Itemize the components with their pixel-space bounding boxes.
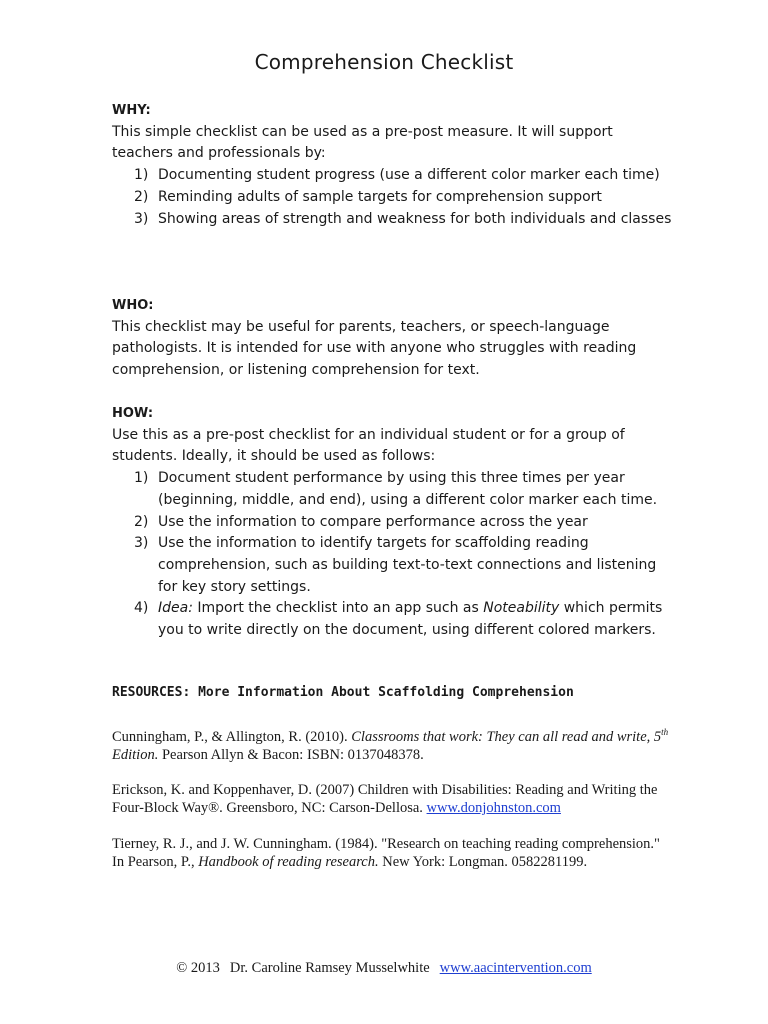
ref3-pre: Tierney, R. J., and J. W. Cunningham. (1984). "Research on teaching reading comprehension." In Pearson, P., xyxy=(112,836,660,870)
list-item xyxy=(112,598,672,641)
list-item-text: Use the information to compare performance across the year xyxy=(158,513,588,530)
donjohnston-link[interactable]: www.donjohnston.com xyxy=(426,800,561,816)
reference-3 xyxy=(112,835,672,871)
list-item xyxy=(112,512,672,534)
list-number: 1) xyxy=(134,470,149,487)
why-heading: WHY: xyxy=(112,103,151,118)
list-number: 3) xyxy=(134,210,149,227)
reference-2 xyxy=(112,781,672,817)
why-list xyxy=(112,165,672,230)
app-name: Noteability xyxy=(483,600,560,617)
list-item xyxy=(112,187,672,209)
list-number: 2) xyxy=(134,513,149,530)
who-heading: WHO: xyxy=(112,298,154,313)
list-item-text: Reminding adults of sample targets for comprehension support xyxy=(158,188,602,205)
list-number: 3) xyxy=(134,535,149,552)
list-item xyxy=(112,165,672,187)
reference-1 xyxy=(112,728,672,764)
list-item xyxy=(112,533,672,598)
page-title: Comprehension Checklist xyxy=(254,50,514,74)
list-item-text: Documenting student progress (use a different color marker each time) xyxy=(158,167,660,184)
idea-text-post: which permits you to write directly on the document, using different colored markers. xyxy=(158,600,663,639)
ref3-title: Handbook of reading research. xyxy=(198,854,379,870)
idea-label: Idea: xyxy=(158,600,193,617)
ref1-superscript: th xyxy=(661,727,669,738)
why-section xyxy=(112,100,672,230)
how-intro: Use this as a pre-post checklist for an individual student or for a group of students. Ideally, it should be used as follows: xyxy=(112,426,625,465)
how-heading: HOW: xyxy=(112,406,154,421)
author-name: Dr. Caroline Ramsey Musselwhite xyxy=(229,960,430,976)
aacintervention-link[interactable]: www.aacintervention.com xyxy=(439,960,592,976)
ref3-post: New York: Longman. 0582281199. xyxy=(378,854,588,870)
ref1-edition: Edition. xyxy=(112,747,159,763)
who-text: This checklist may be useful for parents, teachers, or speech-language pathologists. It is intended for use with anyone who struggles with reading comprehension, or listening comprehension for text. xyxy=(112,318,637,379)
copyright-text: © 2013 xyxy=(176,960,220,976)
ref1-authors: Cunningham, P., & Allington, R. (2010). xyxy=(112,729,352,745)
list-number: 4) xyxy=(134,600,149,617)
how-list xyxy=(112,468,672,642)
list-number: 1) xyxy=(134,167,149,184)
list-item-text: Document student performance by using this three times per year (beginning, middle, and end), using a different color marker each time. xyxy=(158,470,658,508)
why-intro: This simple checklist can be used as a pre-post measure. It will support teachers and professionals by: xyxy=(112,123,613,162)
who-section xyxy=(112,295,672,382)
idea-text-pre: Import the checklist into an app such as xyxy=(192,600,484,617)
list-item xyxy=(112,468,672,511)
resources-heading: RESOURCES: More Information About Scaffolding Comprehension xyxy=(112,685,574,700)
ref1-rest: Pearson Allyn & Bacon: ISBN: 0137048378. xyxy=(158,747,424,763)
how-section xyxy=(112,403,672,642)
ref1-title-text: Classrooms that work: They can all read and write, 5 xyxy=(351,729,662,745)
list-item xyxy=(112,209,672,231)
page-footer xyxy=(0,960,768,977)
list-item-text: Showing areas of strength and weakness for both individuals and classes xyxy=(158,210,672,227)
list-item-text: Use the information to identify targets for scaffolding reading comprehension, such as building text-to-text connections and listening for key story settings. xyxy=(158,535,657,595)
ref2-text: Erickson, K. and Koppenhaver, D. (2007) Children with Disabilities: Reading and Writing the Four-Block Way®. Greensboro, NC: Carson-Dellosa. xyxy=(112,782,658,816)
list-number: 2) xyxy=(134,188,149,205)
